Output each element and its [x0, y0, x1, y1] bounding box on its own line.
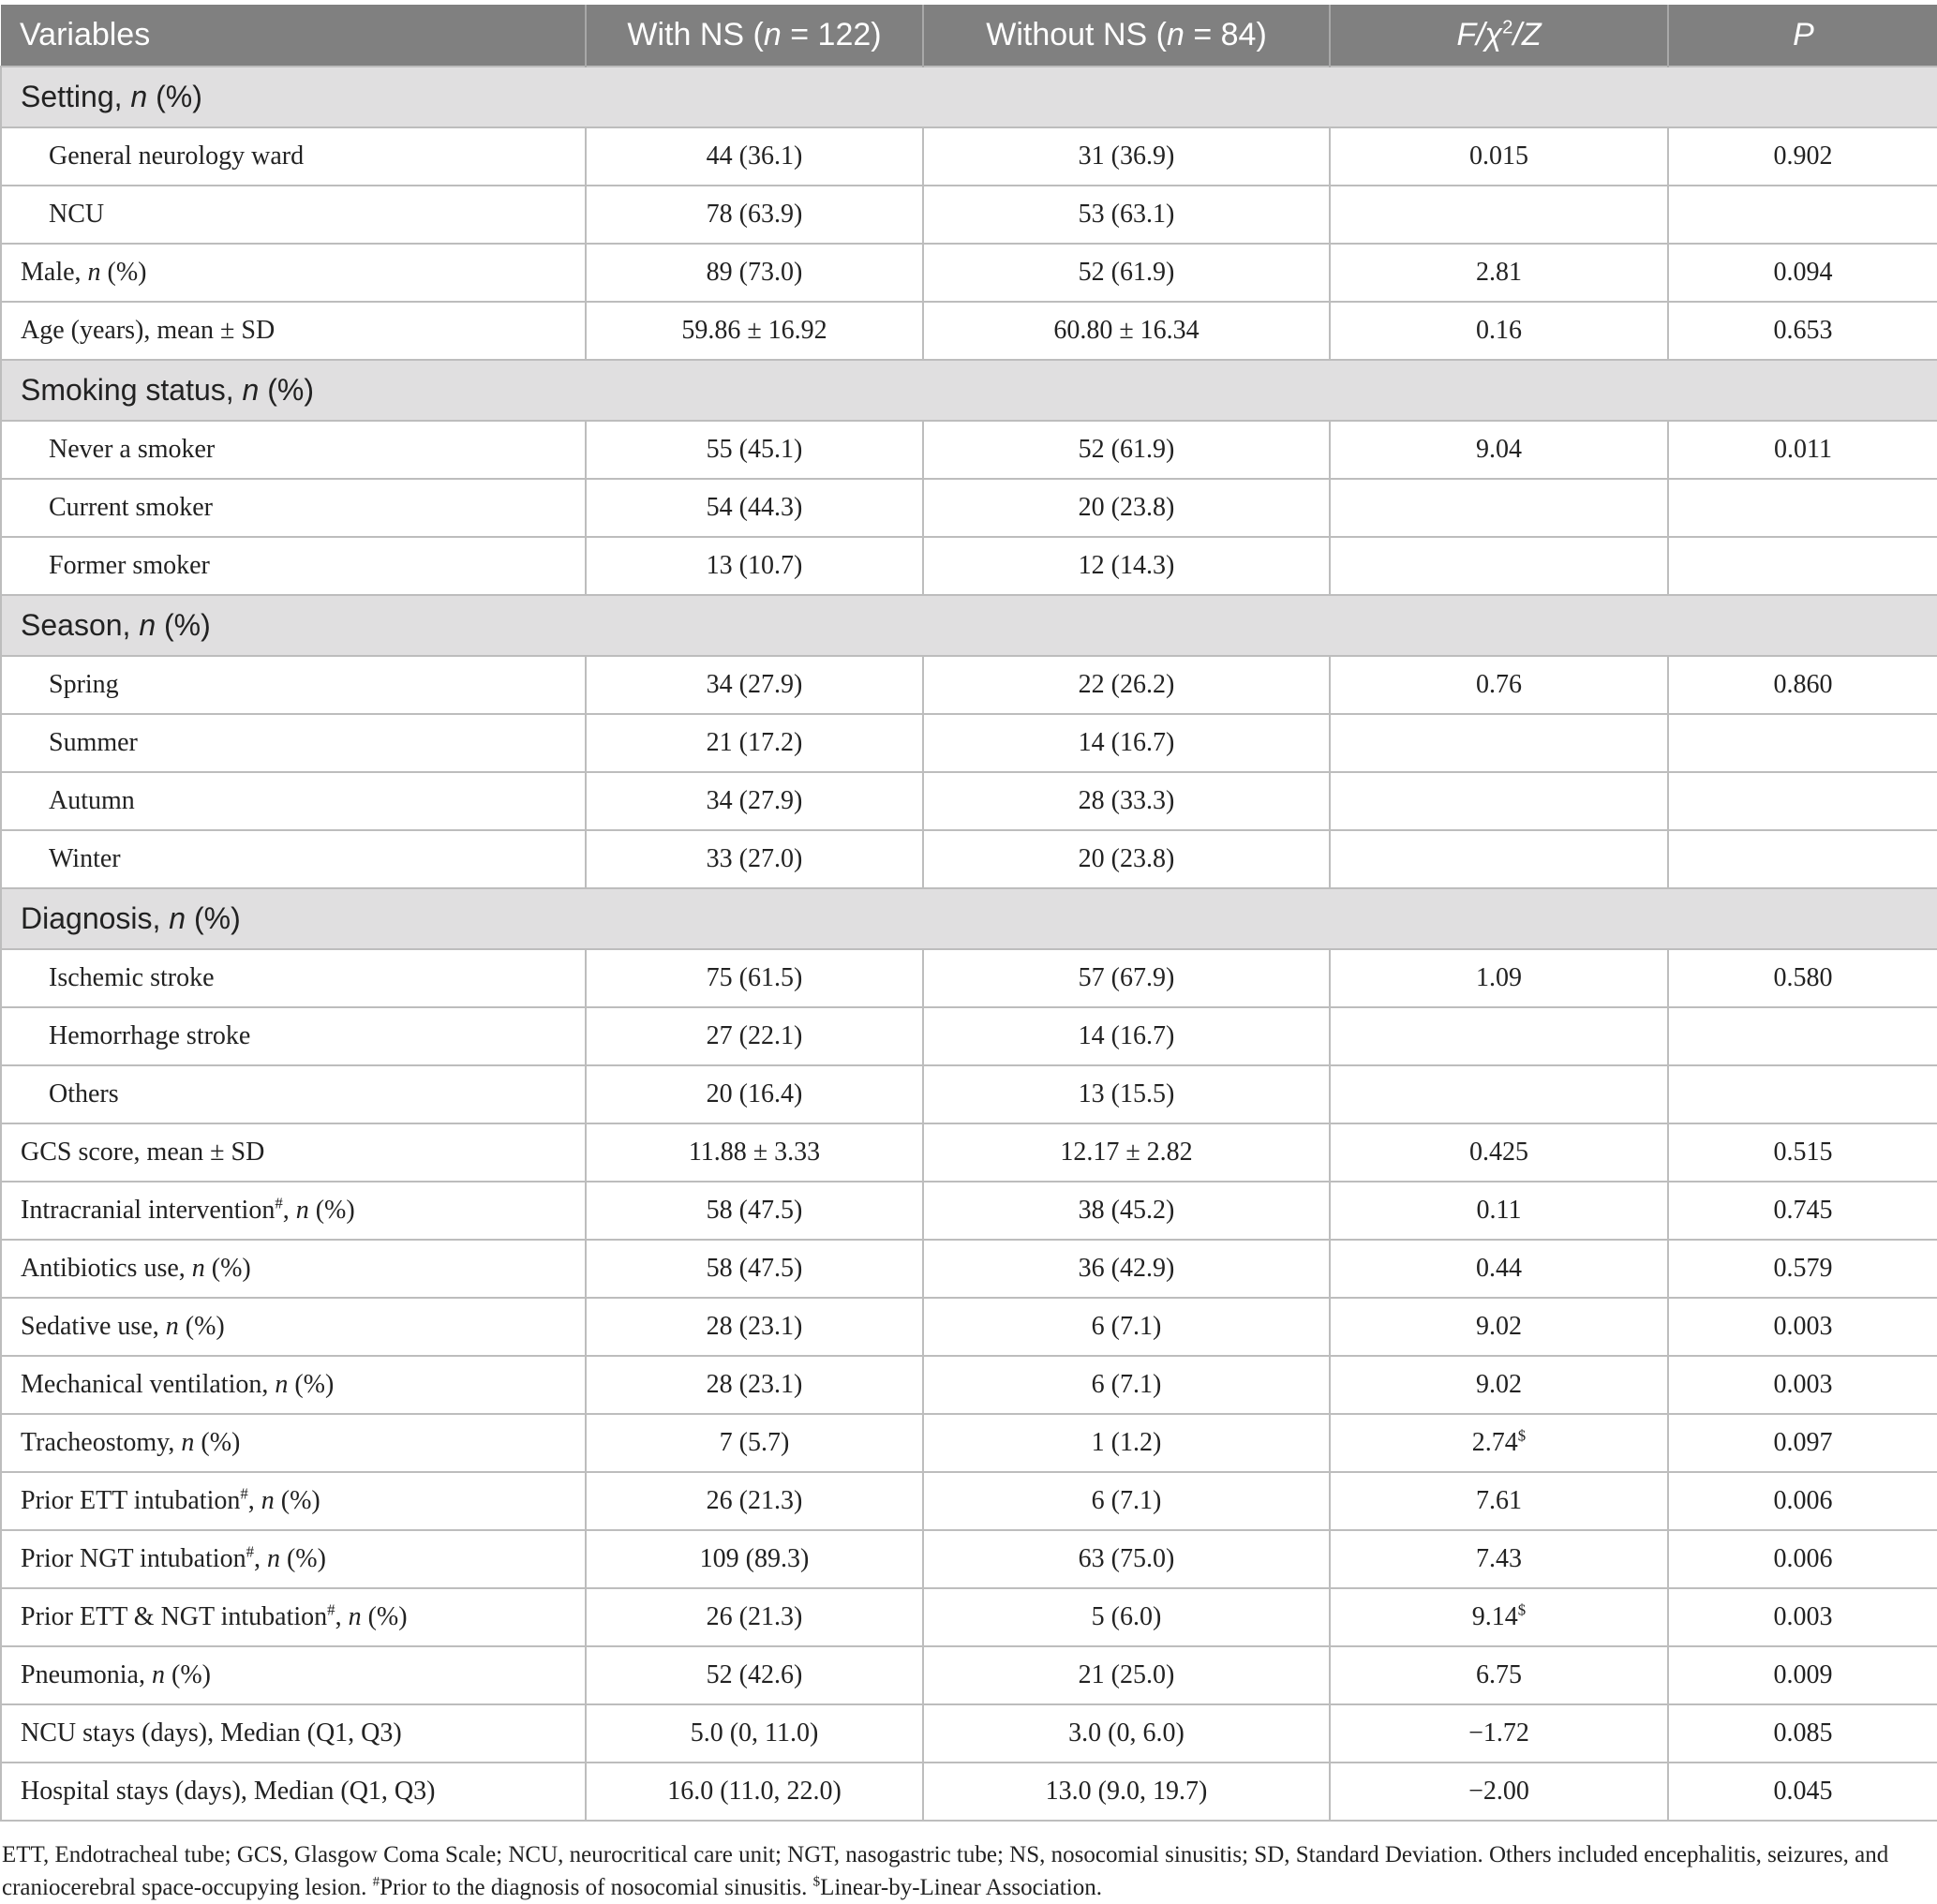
- table-row: Autumn 34 (27.9) 28 (33.3): [1, 772, 1937, 830]
- table-footnote: ETT, Endotracheal tube; GCS, Glasgow Coma Scale; NCU, neurocritical care unit; NGT, nasogastric tube; NS, nosocomial sinusitis; SD, Standard Deviation. Others included encephalitis, seizures, and craniocerebral space-occupying lesion. #Prior to the diagnosis of nosocomial sinusitis. $Linear-by-Linear Association.: [2, 1842, 1889, 1900]
- table-row: Others 20 (16.4) 13 (15.5): [1, 1065, 1937, 1123]
- section-row-setting: Setting, n (%): [1, 67, 1937, 127]
- section-row-season: Season, n (%): [1, 595, 1937, 656]
- table-row: Never a smoker 55 (45.1) 52 (61.9) 9.04 0.011: [1, 421, 1937, 479]
- baseline-characteristics-table: [0, 5, 1937, 1822]
- table-row: Tracheostomy, n (%) 7 (5.7) 1 (1.2) 2.74$ 0.097: [1, 1414, 1937, 1472]
- header-variables: Variables: [1, 5, 586, 67]
- table-row: Prior NGT intubation#, n (%) 109 (89.3) 63 (75.0) 7.43 0.006: [1, 1530, 1937, 1588]
- table-row: Winter 33 (27.0) 20 (23.8): [1, 830, 1937, 888]
- table-row: Sedative use, n (%) 28 (23.1) 6 (7.1) 9.02 0.003: [1, 1298, 1937, 1356]
- table-row: Pneumonia, n (%) 52 (42.6) 21 (25.0) 6.75 0.009: [1, 1646, 1937, 1704]
- table-row: NCU stays (days), Median (Q1, Q3) 5.0 (0, 11.0) 3.0 (0, 6.0) −1.72 0.085: [1, 1704, 1937, 1763]
- table-row: General neurology ward 44 (36.1) 31 (36.9) 0.015 0.902: [1, 127, 1937, 186]
- table-row: Male, n (%) 89 (73.0) 52 (61.9) 2.81 0.094: [1, 244, 1937, 302]
- table-row: Mechanical ventilation, n (%) 28 (23.1) 6 (7.1) 9.02 0.003: [1, 1356, 1937, 1414]
- table-row: Former smoker 13 (10.7) 12 (14.3): [1, 537, 1937, 595]
- header-p-value: P: [1668, 5, 1937, 67]
- section-row-smoking: Smoking status, n (%): [1, 360, 1937, 421]
- header-without-ns: Without NS (n = 84): [923, 5, 1330, 67]
- table-row: NCU 78 (63.9) 53 (63.1): [1, 186, 1937, 244]
- table-row: Ischemic stroke 75 (61.5) 57 (67.9) 1.09 0.580: [1, 949, 1937, 1007]
- table-row: Spring 34 (27.9) 22 (26.2) 0.76 0.860: [1, 656, 1937, 714]
- table-row: Intracranial intervention#, n (%) 58 (47.5) 38 (45.2) 0.11 0.745: [1, 1182, 1937, 1240]
- table-row: Summer 21 (17.2) 14 (16.7): [1, 714, 1937, 772]
- table-row: Age (years), mean ± SD 59.86 ± 16.92 60.80 ± 16.34 0.16 0.653: [1, 302, 1937, 360]
- section-row-diagnosis: Diagnosis, n (%): [1, 888, 1937, 949]
- table-container: [0, 5, 1937, 1904]
- table-row: Hospital stays (days), Median (Q1, Q3) 16.0 (11.0, 22.0) 13.0 (9.0, 19.7) −2.00 0.045: [1, 1763, 1937, 1821]
- header-statistic: $F/\chi^2/Z$: [1330, 5, 1668, 67]
- table-row: Hemorrhage stroke 27 (22.1) 14 (16.7): [1, 1007, 1937, 1065]
- table-row: Prior ETT intubation#, n (%) 26 (21.3) 6 (7.1) 7.61 0.006: [1, 1472, 1937, 1530]
- table-row: GCS score, mean ± SD 11.88 ± 3.33 12.17 ± 2.82 0.425 0.515: [1, 1123, 1937, 1182]
- header-with-ns: With NS (n = 122): [586, 5, 923, 67]
- table-row: Antibiotics use, n (%) 58 (47.5) 36 (42.9) 0.44 0.579: [1, 1240, 1937, 1298]
- table-row: Current smoker 54 (44.3) 20 (23.8): [1, 479, 1937, 537]
- header-row: [1, 5, 1937, 67]
- table-row: Prior ETT & NGT intubation#, n (%) 26 (21.3) 5 (6.0) 9.14$ 0.003: [1, 1588, 1937, 1646]
